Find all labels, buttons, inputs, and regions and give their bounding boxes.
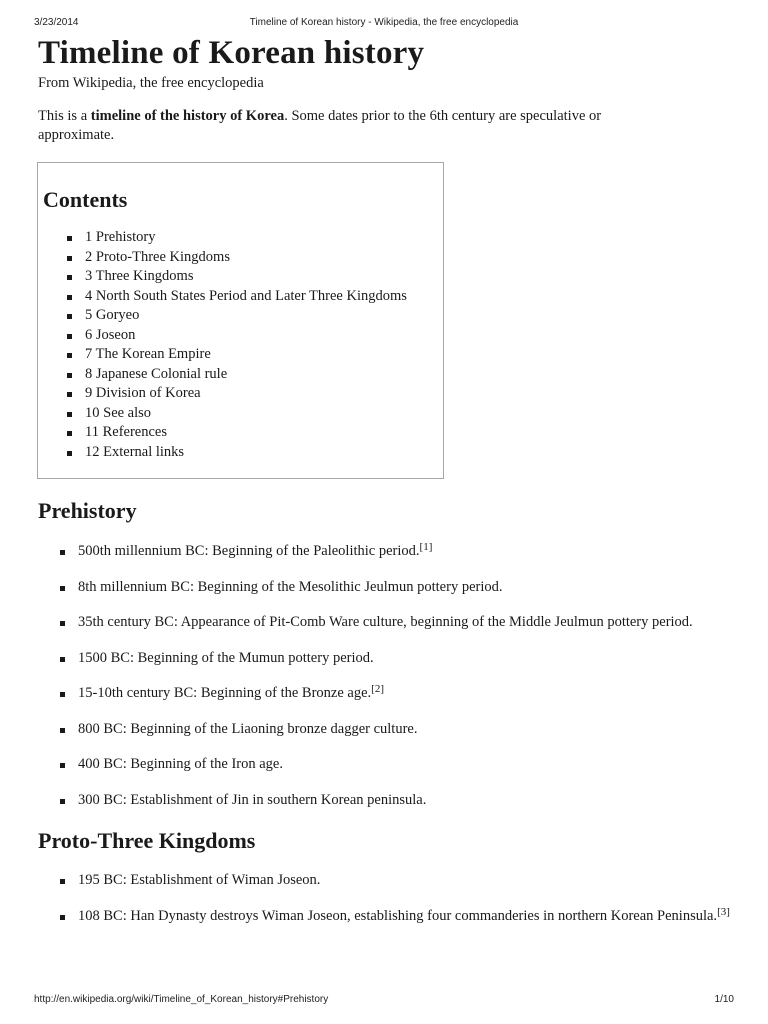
toc-item[interactable]: 4 North South States Period and Later Three Kingdoms bbox=[67, 287, 443, 307]
event-list bbox=[38, 871, 738, 926]
event-text: 800 BC: Beginning of the Liaoning bronze dagger culture. bbox=[78, 720, 418, 737]
toc-item[interactable]: 1 Prehistory bbox=[67, 228, 443, 248]
event-text: 108 BC: Han Dynasty destroys Wiman Joseon, establishing four commanderies in northern Korean Peninsula. bbox=[78, 907, 718, 924]
toc-item[interactable]: 2 Proto-Three Kingdoms bbox=[67, 248, 443, 268]
article-sections bbox=[38, 497, 738, 926]
list-item bbox=[60, 907, 738, 927]
print-footer bbox=[0, 994, 768, 1008]
toc-item[interactable]: 8 Japanese Colonial rule bbox=[67, 365, 443, 385]
toc-item[interactable]: 6 Joseon bbox=[67, 326, 443, 346]
tagline: From Wikipedia, the free encyclopedia bbox=[38, 75, 264, 91]
print-url: http://en.wikipedia.org/wiki/Timeline_of_Korean_history#Prehistory bbox=[34, 994, 329, 1005]
list-item bbox=[60, 755, 738, 775]
event-text: 195 BC: Establishment of Wiman Joseon. bbox=[78, 872, 321, 888]
reference-link[interactable]: [1] bbox=[419, 541, 433, 553]
section-heading: Proto-Three Kingdoms bbox=[38, 828, 256, 853]
page-number: 1/10 bbox=[714, 994, 734, 1005]
article-content bbox=[38, 33, 738, 926]
reference-link[interactable]: [3] bbox=[717, 905, 730, 918]
list-item bbox=[60, 542, 738, 562]
table-of-contents bbox=[37, 162, 444, 479]
intro-paragraph bbox=[38, 107, 678, 145]
event-text: 35th century BC: Appearance of Pit-Comb Ware culture, beginning of the Middle Jeulmun pottery period. bbox=[78, 614, 693, 630]
toc-item[interactable]: 5 Goryeo bbox=[67, 306, 443, 326]
event-list bbox=[38, 542, 738, 810]
toc-item[interactable]: 3 Three Kingdoms bbox=[67, 267, 443, 287]
intro-bold-link[interactable]: timeline of the history of Korea bbox=[90, 108, 285, 124]
event-text: 400 BC: Beginning of the Iron age. bbox=[78, 756, 283, 772]
print-date: 3/23/2014 bbox=[34, 17, 79, 28]
intro-text-end: . Some dates prior to the 6th century are speculative or approximate. bbox=[38, 108, 602, 143]
print-page-title: Timeline of Korean history - Wikipedia, the free encyclopedia bbox=[249, 17, 519, 28]
toc-list bbox=[43, 228, 443, 462]
list-item bbox=[60, 791, 738, 811]
list-item bbox=[60, 871, 738, 891]
print-header bbox=[0, 17, 768, 31]
list-item bbox=[60, 613, 738, 633]
list-item bbox=[60, 578, 738, 598]
list-item bbox=[60, 684, 738, 704]
toc-item[interactable]: 10 See also bbox=[67, 404, 443, 424]
page-title: Timeline of Korean history bbox=[38, 35, 425, 71]
section-heading: Prehistory bbox=[38, 498, 137, 523]
toc-item[interactable]: 7 The Korean Empire bbox=[67, 345, 443, 365]
toc-item[interactable]: 12 External links bbox=[67, 443, 443, 463]
list-item bbox=[60, 720, 738, 740]
event-text: 1500 BC: Beginning of the Mumun pottery period. bbox=[78, 649, 374, 666]
event-text: 8th millennium BC: Beginning of the Mesolithic Jeulmun pottery period. bbox=[78, 578, 503, 595]
reference-link[interactable]: [2] bbox=[371, 683, 384, 695]
intro-text-start: This is a bbox=[38, 108, 91, 124]
toc-item[interactable]: 11 References bbox=[67, 423, 443, 443]
toc-item[interactable]: 9 Division of Korea bbox=[67, 384, 443, 404]
event-text: 300 BC: Establishment of Jin in southern Korean peninsula. bbox=[78, 791, 427, 808]
event-text: 15-10th century BC: Beginning of the Bronze age. bbox=[78, 685, 372, 701]
event-text: 500th millennium BC: Beginning of the Paleolithic period. bbox=[78, 543, 420, 559]
list-item bbox=[60, 649, 738, 669]
toc-heading: Contents bbox=[43, 187, 128, 212]
